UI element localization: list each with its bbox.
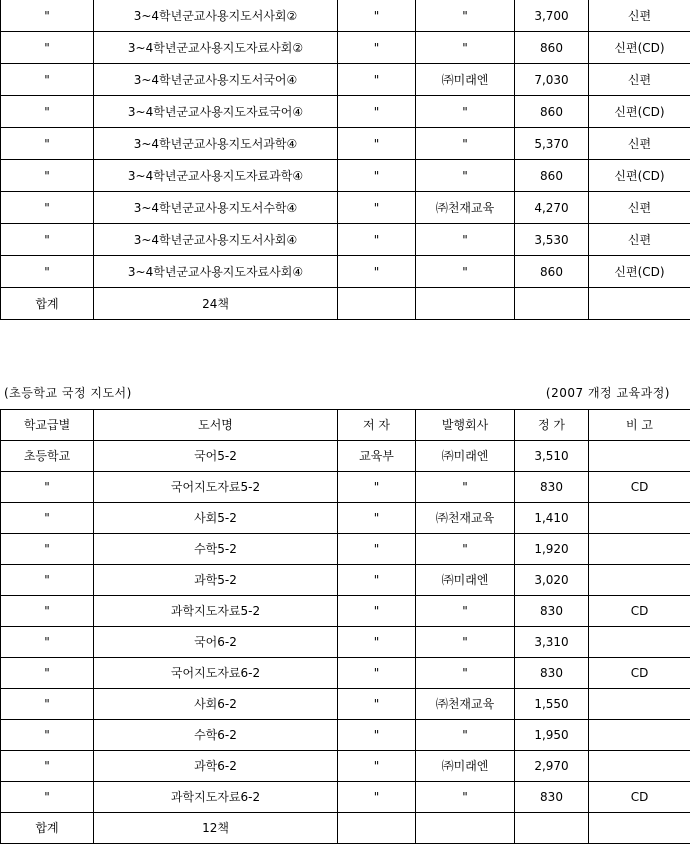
cell-author: " bbox=[338, 596, 416, 627]
table-row bbox=[1, 565, 690, 596]
cell-title: 사회6-2 bbox=[94, 689, 338, 720]
table-row bbox=[1, 441, 690, 472]
cell-price: 3,020 bbox=[515, 565, 589, 596]
header-author: 저 자 bbox=[338, 410, 416, 441]
cell-author: " bbox=[338, 534, 416, 565]
total-label: 합계 bbox=[1, 813, 94, 844]
cell-note: 신편 bbox=[589, 224, 690, 256]
cell-author: " bbox=[338, 64, 416, 96]
cell-level: " bbox=[1, 503, 94, 534]
cell-note bbox=[589, 565, 690, 596]
cell-author: " bbox=[338, 627, 416, 658]
cell-price: 860 bbox=[515, 96, 589, 128]
section-caption-left: (초등학교 국정 지도서) bbox=[4, 384, 132, 401]
cell-publisher: ㈜미래엔 bbox=[416, 751, 515, 782]
cell-price: 3,700 bbox=[515, 0, 589, 32]
cell-note: 신편 bbox=[589, 64, 690, 96]
cell-publisher: ㈜미래엔 bbox=[416, 64, 515, 96]
total-empty-cell bbox=[589, 288, 690, 320]
cell-note bbox=[589, 689, 690, 720]
national-teacher-guide-table bbox=[0, 409, 690, 844]
total-empty-cell bbox=[589, 813, 690, 844]
table1-body bbox=[1, 0, 690, 320]
cell-price: 3,310 bbox=[515, 627, 589, 658]
cell-level: " bbox=[1, 64, 94, 96]
cell-level: " bbox=[1, 596, 94, 627]
cell-level: " bbox=[1, 32, 94, 64]
cell-note: 신편(CD) bbox=[589, 32, 690, 64]
cell-note bbox=[589, 441, 690, 472]
table-row bbox=[1, 128, 690, 160]
total-row bbox=[1, 813, 690, 844]
table-row bbox=[1, 689, 690, 720]
table-row bbox=[1, 160, 690, 192]
cell-author: " bbox=[338, 256, 416, 288]
total-empty-cell bbox=[515, 288, 589, 320]
cell-author: " bbox=[338, 96, 416, 128]
cell-author: " bbox=[338, 782, 416, 813]
cell-note bbox=[589, 751, 690, 782]
cell-price: 1,410 bbox=[515, 503, 589, 534]
cell-price: 830 bbox=[515, 658, 589, 689]
cell-price: 1,550 bbox=[515, 689, 589, 720]
cell-price: 3,530 bbox=[515, 224, 589, 256]
cell-note bbox=[589, 503, 690, 534]
table-row bbox=[1, 192, 690, 224]
table-row bbox=[1, 596, 690, 627]
cell-note bbox=[589, 627, 690, 658]
cell-title: 과학지도자료5-2 bbox=[94, 596, 338, 627]
cell-level: " bbox=[1, 192, 94, 224]
cell-title: 3~4학년군교사용지도서사회② bbox=[94, 0, 338, 32]
table-row bbox=[1, 256, 690, 288]
cell-level: " bbox=[1, 751, 94, 782]
total-label: 합계 bbox=[1, 288, 94, 320]
cell-author: " bbox=[338, 128, 416, 160]
cell-price: 830 bbox=[515, 782, 589, 813]
cell-title: 3~4학년군교사용지도자료사회④ bbox=[94, 256, 338, 288]
cell-level: " bbox=[1, 160, 94, 192]
cell-publisher: " bbox=[416, 160, 515, 192]
cell-note: 신편 bbox=[589, 192, 690, 224]
cell-price: 7,030 bbox=[515, 64, 589, 96]
cell-note: CD bbox=[589, 658, 690, 689]
cell-note: CD bbox=[589, 782, 690, 813]
table-row bbox=[1, 627, 690, 658]
cell-title: 과학5-2 bbox=[94, 565, 338, 596]
cell-title: 3~4학년군교사용지도자료과학④ bbox=[94, 160, 338, 192]
cell-title: 국어5-2 bbox=[94, 441, 338, 472]
cell-publisher: " bbox=[416, 224, 515, 256]
cell-note: CD bbox=[589, 472, 690, 503]
cell-level: " bbox=[1, 224, 94, 256]
cell-author: " bbox=[338, 503, 416, 534]
cell-author: " bbox=[338, 32, 416, 64]
cell-price: 860 bbox=[515, 256, 589, 288]
cell-level: " bbox=[1, 658, 94, 689]
cell-author: " bbox=[338, 472, 416, 503]
total-value: 12책 bbox=[94, 813, 338, 844]
cell-title: 국어6-2 bbox=[94, 627, 338, 658]
cell-title: 3~4학년군교사용지도서수학④ bbox=[94, 192, 338, 224]
cell-publisher: " bbox=[416, 720, 515, 751]
cell-price: 5,370 bbox=[515, 128, 589, 160]
cell-title: 3~4학년군교사용지도자료사회② bbox=[94, 32, 338, 64]
cell-price: 860 bbox=[515, 32, 589, 64]
cell-price: 1,920 bbox=[515, 534, 589, 565]
cell-author: " bbox=[338, 0, 416, 32]
table2-body bbox=[1, 441, 690, 844]
table-row bbox=[1, 534, 690, 565]
table-row bbox=[1, 720, 690, 751]
cell-price: 3,510 bbox=[515, 441, 589, 472]
cell-author: " bbox=[338, 658, 416, 689]
cell-price: 2,970 bbox=[515, 751, 589, 782]
cell-author: " bbox=[338, 224, 416, 256]
table-row bbox=[1, 64, 690, 96]
cell-price: 830 bbox=[515, 596, 589, 627]
cell-publisher: " bbox=[416, 96, 515, 128]
cell-publisher: " bbox=[416, 0, 515, 32]
cell-author: " bbox=[338, 565, 416, 596]
cell-level: " bbox=[1, 720, 94, 751]
cell-level: " bbox=[1, 0, 94, 32]
header-price: 정 가 bbox=[515, 410, 589, 441]
cell-publisher: ㈜미래엔 bbox=[416, 565, 515, 596]
cell-publisher: ㈜미래엔 bbox=[416, 441, 515, 472]
cell-title: 과학6-2 bbox=[94, 751, 338, 782]
cell-author: " bbox=[338, 720, 416, 751]
table-row bbox=[1, 32, 690, 64]
cell-author: " bbox=[338, 192, 416, 224]
cell-note: 신편(CD) bbox=[589, 96, 690, 128]
cell-author: " bbox=[338, 160, 416, 192]
cell-note bbox=[589, 720, 690, 751]
cell-note: 신편(CD) bbox=[589, 256, 690, 288]
cell-publisher: ㈜천재교육 bbox=[416, 503, 515, 534]
cell-price: 1,950 bbox=[515, 720, 589, 751]
cell-note bbox=[589, 534, 690, 565]
total-empty-cell bbox=[416, 813, 515, 844]
table-header-row bbox=[1, 410, 690, 441]
cell-publisher: " bbox=[416, 128, 515, 160]
header-level: 학교급별 bbox=[1, 410, 94, 441]
cell-note: 신편 bbox=[589, 128, 690, 160]
cell-author: " bbox=[338, 689, 416, 720]
cell-publisher: " bbox=[416, 596, 515, 627]
header-publisher: 발행회사 bbox=[416, 410, 515, 441]
cell-price: 4,270 bbox=[515, 192, 589, 224]
cell-title: 3~4학년군교사용지도자료국어④ bbox=[94, 96, 338, 128]
table-row bbox=[1, 751, 690, 782]
cell-author: " bbox=[338, 751, 416, 782]
cell-title: 3~4학년군교사용지도서사회④ bbox=[94, 224, 338, 256]
table-row bbox=[1, 0, 690, 32]
cell-title: 3~4학년군교사용지도서과학④ bbox=[94, 128, 338, 160]
cell-publisher: " bbox=[416, 32, 515, 64]
table-row bbox=[1, 472, 690, 503]
cell-title: 수학5-2 bbox=[94, 534, 338, 565]
cell-level: 초등학교 bbox=[1, 441, 94, 472]
table-row bbox=[1, 96, 690, 128]
cell-price: 830 bbox=[515, 472, 589, 503]
cell-author: 교육부 bbox=[338, 441, 416, 472]
cell-publisher: " bbox=[416, 256, 515, 288]
cell-note: CD bbox=[589, 596, 690, 627]
cell-publisher: ㈜천재교육 bbox=[416, 192, 515, 224]
total-empty-cell bbox=[416, 288, 515, 320]
cell-price: 860 bbox=[515, 160, 589, 192]
cell-title: 국어지도자료6-2 bbox=[94, 658, 338, 689]
header-note: 비 고 bbox=[589, 410, 690, 441]
cell-level: " bbox=[1, 96, 94, 128]
cell-title: 3~4학년군교사용지도서국어④ bbox=[94, 64, 338, 96]
cell-level: " bbox=[1, 472, 94, 503]
cell-level: " bbox=[1, 782, 94, 813]
cell-level: " bbox=[1, 256, 94, 288]
cell-publisher: ㈜천재교육 bbox=[416, 689, 515, 720]
total-value: 24책 bbox=[94, 288, 338, 320]
section-caption-right: (2007 개정 교육과정) bbox=[546, 384, 670, 401]
cell-title: 수학6-2 bbox=[94, 720, 338, 751]
cell-note: 신편 bbox=[589, 0, 690, 32]
cell-publisher: " bbox=[416, 658, 515, 689]
total-empty-cell bbox=[338, 288, 416, 320]
total-row bbox=[1, 288, 690, 320]
cell-level: " bbox=[1, 689, 94, 720]
table-row bbox=[1, 224, 690, 256]
cell-title: 사회5-2 bbox=[94, 503, 338, 534]
cell-publisher: " bbox=[416, 782, 515, 813]
cell-level: " bbox=[1, 627, 94, 658]
cell-publisher: " bbox=[416, 534, 515, 565]
teacher-guide-table-continued bbox=[0, 0, 690, 320]
header-title: 도서명 bbox=[94, 410, 338, 441]
table-row bbox=[1, 503, 690, 534]
table-row bbox=[1, 782, 690, 813]
cell-publisher: " bbox=[416, 627, 515, 658]
cell-level: " bbox=[1, 534, 94, 565]
cell-level: " bbox=[1, 565, 94, 596]
table-row bbox=[1, 658, 690, 689]
cell-level: " bbox=[1, 128, 94, 160]
cell-title: 국어지도자료5-2 bbox=[94, 472, 338, 503]
cell-publisher: " bbox=[416, 472, 515, 503]
total-empty-cell bbox=[338, 813, 416, 844]
cell-title: 과학지도자료6-2 bbox=[94, 782, 338, 813]
total-empty-cell bbox=[515, 813, 589, 844]
cell-note: 신편(CD) bbox=[589, 160, 690, 192]
